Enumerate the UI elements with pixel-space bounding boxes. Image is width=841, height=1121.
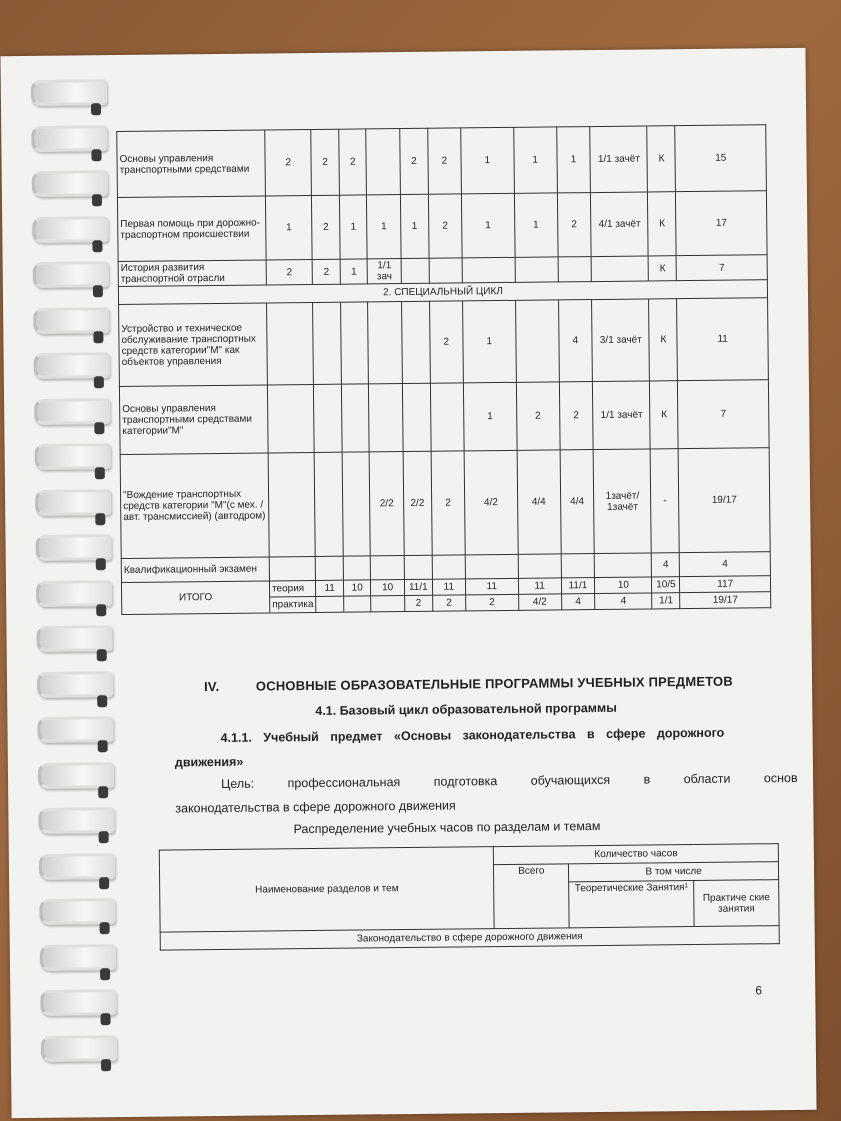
table-cell (401, 301, 430, 383)
subject-name-cell: Квалификационный экзамен (121, 557, 269, 583)
table-cell: 1 (556, 127, 590, 193)
subject-title-line2: движения» (174, 754, 244, 770)
page-number: 6 (755, 983, 763, 998)
punch-hole (100, 922, 110, 934)
punch-hole (100, 1013, 110, 1025)
table-cell (343, 556, 371, 580)
table-cell: 4/4 (560, 450, 595, 554)
table-cell (269, 556, 316, 580)
subject-name-cell: "Вождение транспортных средств категории "М"(с мех. / авт. трансмиссией) (автодром) (120, 453, 269, 559)
col-header-theory: Теоретические Занятия¹ (569, 881, 694, 928)
table-cell: 10 (595, 577, 652, 594)
col-header-practice: Практиче ские занятия (694, 880, 779, 927)
table-cell: 2 (432, 595, 465, 611)
table-cell: 4 (680, 552, 771, 577)
table-cell (366, 129, 400, 195)
binding-coil (35, 534, 111, 561)
col-header-hours: Количество часов (494, 844, 779, 865)
table-row (117, 191, 767, 262)
binding-coil (31, 125, 107, 152)
table-cell: 2 (312, 195, 340, 259)
table-cell (267, 302, 314, 384)
punch-hole (91, 103, 101, 115)
binding-coil (32, 170, 108, 197)
subject-title-line1: 4.1.1. Учебный предмет «Основы законодательства в сфере дорожного (220, 725, 725, 745)
punch-hole (95, 467, 105, 479)
distribution-title: Распределение учебных часов по разделам и темам (293, 819, 601, 837)
table-cell: К (648, 192, 677, 256)
subject-name-cell: История развития транспортной отрасли (118, 260, 266, 287)
table-cell: 4/2 (518, 594, 561, 610)
table-cell: 10 (343, 580, 371, 596)
table-cell: 3/1 зачёт (592, 299, 650, 382)
table-cell: К (650, 381, 679, 449)
binding-coil (39, 853, 115, 880)
table-cell: 2/2 (403, 451, 432, 555)
punch-hole (96, 558, 106, 570)
binding-coil (38, 807, 114, 834)
table-row (119, 380, 769, 455)
section-heading (204, 674, 733, 695)
table-cell: 17 (676, 191, 767, 256)
punch-hole (99, 831, 109, 843)
table-cell: 11 (316, 580, 344, 596)
table-cell: 11/1 (404, 579, 432, 595)
binding-coil (35, 443, 111, 470)
table-cell (267, 384, 314, 452)
punch-hole (99, 877, 109, 889)
table-cell (561, 554, 595, 578)
table-cell: 2 (557, 193, 591, 257)
subject-name-cell: Основы управления транспортными средствами (117, 130, 266, 198)
table-cell (368, 302, 402, 384)
table-cell: 4 (595, 593, 652, 610)
punch-hole (95, 513, 105, 525)
table-row (120, 448, 770, 559)
binding-coil (35, 489, 111, 516)
table-cell (594, 553, 651, 578)
table-cell: 1 (339, 195, 367, 259)
punch-hole (91, 149, 101, 161)
binding-coil (40, 944, 116, 971)
table-cell (341, 384, 369, 452)
table-cell: 1/1 зачёт (590, 126, 648, 193)
table-cell (268, 452, 315, 556)
table-cell: 10 (371, 580, 405, 596)
punch-hole (97, 695, 107, 707)
table-cell (515, 257, 558, 282)
table-cell: 1 (514, 193, 558, 257)
table-cell (316, 596, 344, 612)
punch-hole (93, 331, 103, 343)
table-cell: 1 (463, 382, 516, 451)
punch-hole (92, 194, 102, 206)
table-cell: 2 (466, 594, 519, 611)
table-cell: 1 (400, 194, 428, 258)
table-cell: 19/17 (678, 448, 770, 553)
table-cell: 11 (518, 578, 561, 594)
hours-distribution-table (159, 843, 780, 950)
table-cell: 1 (340, 259, 368, 284)
practice-label-cell: практика (270, 596, 317, 612)
punch-hole (94, 422, 104, 434)
table-cell (432, 555, 466, 579)
punch-hole (94, 376, 104, 388)
table-cell (402, 383, 431, 451)
table-cell: 1 (463, 300, 516, 383)
table-cell: 2 (266, 259, 313, 284)
binding-coil (40, 989, 116, 1016)
table-cell: 2 (559, 382, 593, 450)
table-cell (316, 556, 344, 580)
table-cell (314, 384, 342, 452)
binding-coil (32, 216, 108, 243)
table-cell: 11 (677, 298, 769, 381)
table-cell: 4 (561, 594, 595, 610)
col-header-including: В том числе (569, 862, 779, 882)
table-cell: 4/1 зачёт (591, 192, 649, 257)
binding-coil (34, 352, 110, 379)
table-cell: 2 (311, 129, 339, 195)
table-cell: 2 (428, 194, 462, 258)
punch-hole (98, 740, 108, 752)
table-cell: 117 (680, 576, 771, 593)
spiral-binding (31, 79, 122, 1120)
table-cell: 2 (404, 595, 432, 611)
punch-hole (93, 285, 103, 297)
punch-hole (92, 240, 102, 252)
table-cell: 4 (652, 553, 680, 577)
punch-hole (97, 649, 107, 661)
table-cell: 2 (312, 259, 340, 284)
binding-coil (36, 580, 112, 607)
table-cell: 2 (431, 451, 465, 555)
theory-label-cell: теория (269, 580, 316, 596)
table-cell (313, 302, 341, 384)
punch-hole (98, 786, 108, 798)
binding-coil (36, 625, 112, 652)
subheading: 4.1. Базовый цикл образовательной программы (315, 700, 617, 718)
table-cell: 2 (339, 129, 367, 195)
table-cell: 7 (678, 380, 769, 449)
punch-hole (96, 604, 106, 616)
punch-hole (101, 1059, 111, 1071)
table-cell: 11 (465, 578, 518, 595)
table-cell: 1/1 (652, 593, 680, 609)
table-cell: 19/17 (680, 592, 771, 609)
col-header-total: Всего (494, 864, 570, 929)
table-cell (314, 452, 343, 556)
table-cell: 1зачёт/ 1зачёт (593, 449, 651, 554)
table-cell (430, 383, 464, 451)
table-cell (462, 257, 515, 283)
table-cell: 10/5 (652, 577, 680, 593)
table-cell (369, 384, 403, 452)
table-cell (371, 596, 405, 612)
binding-coil (37, 671, 113, 698)
table-cell: 1 (461, 127, 514, 194)
punch-hole (100, 968, 110, 980)
table-cell: 7 (676, 255, 767, 281)
binding-coil (37, 716, 113, 743)
document-page (0, 48, 816, 1118)
table-cell: 15 (675, 125, 766, 192)
table-row (119, 298, 769, 387)
goal-line1: Цель: профессиональная подготовка обучающихся в области основ (221, 770, 798, 791)
table-cell (591, 256, 649, 282)
table-cell (515, 300, 559, 382)
table-cell (343, 596, 371, 612)
table-cell: - (651, 449, 680, 553)
table-cell (340, 302, 368, 384)
total-label-cell: ИТОГО (121, 581, 269, 615)
binding-coil (39, 898, 115, 925)
table-cell (558, 257, 592, 282)
table-cell: 4/2 (464, 450, 518, 555)
table-cell: 1/1 зач (367, 259, 401, 284)
table-cell: 1 (513, 127, 557, 193)
table-cell (371, 556, 405, 580)
table-row (117, 125, 767, 198)
table-cell (342, 452, 371, 556)
table-cell (429, 258, 463, 283)
table-cell: К (649, 256, 677, 281)
curriculum-table (116, 124, 771, 615)
section-title-cell: 2. СПЕЦИАЛЬНЫЙ ЦИКЛ (118, 280, 767, 305)
subject-name-cell: Основы управления транспортными средствами категории"М" (119, 385, 268, 455)
table-cell: К (647, 126, 676, 192)
table-cell: 2 (427, 128, 461, 194)
table-cell: 2 (516, 382, 560, 450)
binding-coil (31, 79, 107, 106)
table-cell: 11/1 (561, 578, 595, 594)
table-cell: 1 (367, 195, 401, 259)
binding-coil (41, 1035, 117, 1062)
binding-coil (33, 261, 109, 288)
subject-name-cell: Устройство и техническое обслуживание транспортных средств категории"М" как объектов управления (119, 303, 268, 387)
subject-name-cell: Первая помощь при дорожно-траспортном происшествии (117, 196, 266, 262)
table-cell: 11 (432, 579, 465, 595)
table-cell: 2 (429, 301, 463, 383)
table-cell (465, 554, 518, 579)
section-row: Законодательство в сфере дорожного движения (160, 926, 779, 950)
table-cell (518, 554, 561, 578)
binding-coil (38, 762, 114, 789)
table-cell: 1 (265, 195, 312, 259)
table-cell: 2/2 (370, 452, 405, 556)
table-cell (404, 555, 432, 579)
goal-line2: законодательства в сфере дорожного движения (175, 798, 456, 816)
col-header-name: Наименование разделов и тем (159, 847, 494, 932)
section-heading-text: ОСНОВНЫЕ ОБРАЗОВАТЕЛЬНЫЕ ПРОГРАММЫ УЧЕБНЫХ ПРЕДМЕТОВ (255, 673, 733, 694)
table-cell (401, 258, 429, 283)
table-cell: 2 (265, 129, 312, 195)
binding-coil (34, 398, 110, 425)
table-cell: К (649, 299, 678, 381)
table-cell: 1/1 зачёт (593, 381, 651, 450)
table-cell: 4/4 (517, 450, 561, 554)
table-cell: 2 (400, 128, 429, 194)
table-cell: 4 (558, 300, 592, 382)
section-number: IV. (203, 678, 220, 695)
table-cell: 1 (461, 193, 514, 258)
binding-coil (33, 307, 109, 334)
